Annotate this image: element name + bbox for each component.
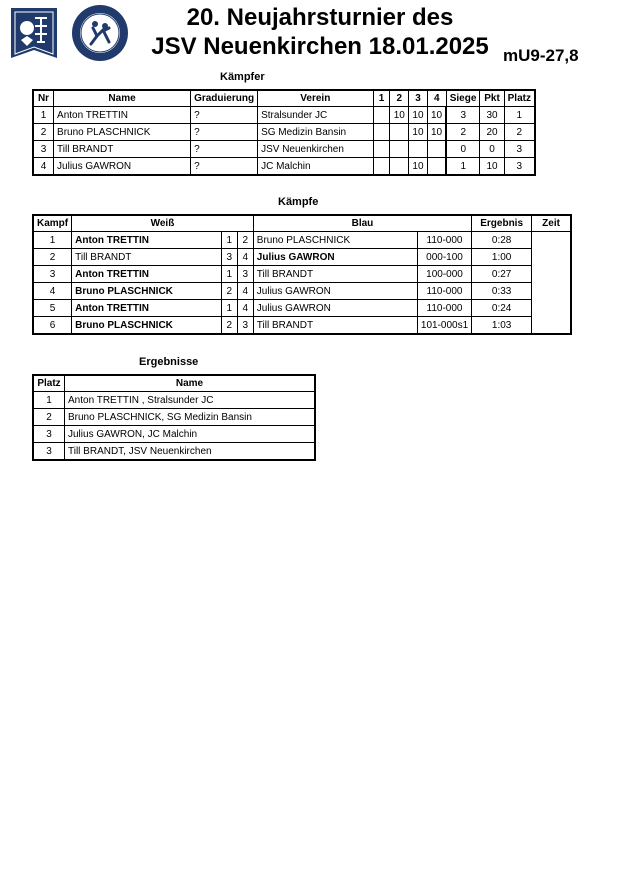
col-pkt: Pkt xyxy=(480,90,504,107)
col-graduierung: Graduierung xyxy=(191,90,258,107)
table-row: 5 Anton TRETTIN 1 4 Julius GAWRON 110-000 0:24 xyxy=(33,300,571,317)
col-name: Name xyxy=(65,375,316,392)
col-zeit: Zeit xyxy=(532,215,571,232)
fighters-header-row xyxy=(33,90,535,107)
col-name: Name xyxy=(54,90,191,107)
results-header-row xyxy=(33,375,315,392)
table-row: 1 Anton TRETTIN 1 2 Bruno PLASCHNICK 110-000 0:28 xyxy=(33,232,571,249)
table-row: 3 Till BRANDT ? JSV Neuenkirchen 0 0 3 xyxy=(33,141,535,158)
title-line-1: 20. Neujahrsturnier des xyxy=(186,4,454,31)
col-platz: Platz xyxy=(33,375,65,392)
col-round-2: 2 xyxy=(390,90,409,107)
table-row: 2 Till BRANDT 3 4 Julius GAWRON 000-100 1:00 xyxy=(33,249,571,266)
results-table xyxy=(32,374,316,461)
judo-club-logo-icon xyxy=(5,4,63,62)
table-row: 2 Bruno PLASCHNICK, SG Medizin Bansin xyxy=(33,409,315,426)
table-row: 3 Anton TRETTIN 1 3 Till BRANDT 100-000 0:27 xyxy=(33,266,571,283)
col-siege: Siege xyxy=(446,90,480,107)
col-round-1: 1 xyxy=(373,90,390,107)
fighters-table xyxy=(32,89,536,176)
table-row: 6 Bruno PLASCHNICK 2 3 Till BRANDT 101-000s1 1:03 xyxy=(33,317,571,335)
title-line-2: JSV Neuenkirchen 18.01.2025 xyxy=(151,33,489,60)
col-round-4: 4 xyxy=(427,90,446,107)
col-verein: Verein xyxy=(258,90,373,107)
table-row: 1 Anton TRETTIN , Stralsunder JC xyxy=(33,392,315,409)
fights-table xyxy=(32,214,572,335)
col-round-3: 3 xyxy=(409,90,428,107)
fighters-heading: Kämpfer xyxy=(220,71,265,83)
table-row: 2 Bruno PLASCHNICK ? SG Medizin Bansin 10 10 2 20 2 xyxy=(33,124,535,141)
results-heading: Ergebnisse xyxy=(139,356,199,368)
table-row: 3 Till BRANDT, JSV Neuenkirchen xyxy=(33,443,315,461)
col-nr: Nr xyxy=(33,90,54,107)
table-row: 3 Julius GAWRON, JC Malchin xyxy=(33,426,315,443)
col-kampf: Kampf xyxy=(33,215,72,232)
weight-category: mU9-27,8 xyxy=(503,46,579,65)
table-row: 1 Anton TRETTIN ? Stralsunder JC 10 10 10 3 30 1 xyxy=(33,107,535,124)
col-ergebnis: Ergebnis xyxy=(472,215,532,232)
fights-heading: Kämpfe xyxy=(278,196,319,208)
judosportverein-neuenkirchen-logo-icon xyxy=(71,4,129,62)
page-title xyxy=(130,3,510,61)
col-platz: Platz xyxy=(504,90,535,107)
table-row: 4 Bruno PLASCHNICK 2 4 Julius GAWRON 110-000 0:33 xyxy=(33,283,571,300)
col-blau: Blau xyxy=(253,215,471,232)
table-row: 4 Julius GAWRON ? JC Malchin 10 1 10 3 xyxy=(33,158,535,176)
fights-header-row xyxy=(33,215,571,232)
col-weiss: Weiß xyxy=(72,215,254,232)
